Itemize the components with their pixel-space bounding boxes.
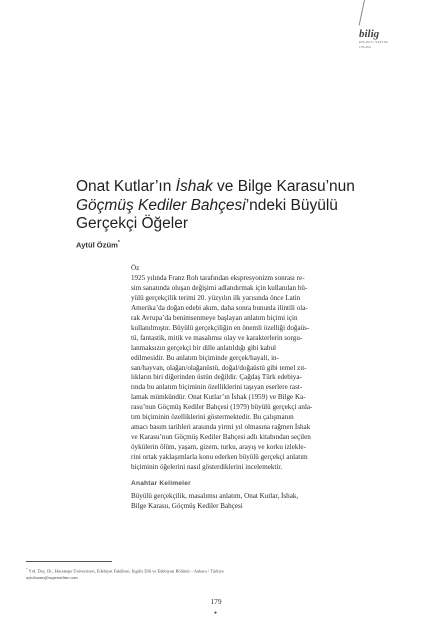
page-number: 179 [210, 597, 222, 606]
keywords-heading: Anahtar Kelimeler [131, 480, 191, 487]
footnote-divider [26, 561, 112, 562]
abstract-line: sim sanatında oluşan değişimi adlandırmak için kullanılan bü- [131, 283, 308, 292]
title-line-2: Göçmüş Kediler Bahçesi’ndeki Büyülü [76, 196, 338, 214]
journal-meta [359, 40, 419, 50]
keywords-line: Bilge Karasu, Göçmüş Kediler Bahçesi [131, 502, 243, 510]
abstract-line: öykülerin ölüm, yaşam, gizem, turku, arayış ve korku izlekle- [131, 443, 306, 452]
abstract-line: amacı basım tarihleri arasında yirmi yıl olmasına rağmen İshak [131, 423, 311, 432]
abstract-line: tında bu anlatım biçiminin özelliklerini taşıyan eserlere rast- [131, 383, 303, 392]
abstract-line: lıkların biri diğerinden üstün değildir. Çağdaş Türk edebiya- [131, 373, 302, 382]
page-dot-ornament: ● [214, 611, 218, 616]
journal-name: bilig [359, 28, 380, 40]
journal-issue: KIŞ 2013 / SAYI 64 [359, 40, 388, 44]
abstract-line: tü, fantastik, mitik ve masalımsı olay ve karakterlerin sorgu- [131, 333, 303, 342]
journal-pages: 179-204 [359, 45, 371, 49]
header-decoration-line [359, 0, 365, 26]
abstract-line: ve Karasu’nun Göçmüş Kediler Bahçesi adlı kitabından seçilen [131, 433, 311, 442]
abstract-line: kullanılmıştır. Büyülü gerçekçiliğin en önemli özelliği doğaüs- [131, 323, 310, 332]
abstract-line: rasu’nun Göçmüş Kediler Bahçesi (1979) büyülü gerçekçi anla- [131, 403, 313, 412]
abstract-line: 1925 yılında Franz Roh tarafından ekspresyonizm sonrası re- [131, 273, 305, 282]
abstract-line: tım biçiminin özelliklerini göstermektedir. Bu çalışmanın [131, 413, 294, 422]
keywords-text [131, 491, 380, 511]
abstract-line: san/hayvan, olağan/olağanüstü, doğal/doğaüstü gibi temel zıt- [131, 363, 307, 372]
abstract-line: rak Avrupa’da benimsenmeye başlayan anlatım biçimi için [131, 313, 298, 322]
abstract [131, 264, 380, 473]
author-footnote-mark: * [117, 240, 120, 246]
title-line-3: Gerçekçi Öğeler [76, 215, 188, 232]
footnote-affiliation: * Yrd. Doç. Dr., Hacettepe Üniversitesi, Edebiyat Fakültesi, İngiliz Dili ve Edebiyatı Bölümü – Ankara / Türkiye [26, 567, 224, 574]
abstract-line: Amerika’da doğan edebi akım, daha sonra bununla ilintili ola- [131, 303, 308, 312]
abstract-line: edilmesidir. Bu anlatım biçiminde gerçek/hayali, in- [131, 353, 279, 362]
author-name: Aytül Özüm* [76, 240, 120, 250]
title-line-1: Onat Kutlar’ın İshak ve Bilge Karasu’nun [76, 178, 355, 195]
abstract-heading: Öz [131, 264, 140, 272]
footnote [26, 566, 406, 581]
footnote-email: aytulozum@superonline.com [26, 575, 78, 581]
abstract-line: lamak mümkündür. Onat Kutlar’ın İshak (1959) ve Bilge Ka- [131, 393, 306, 402]
abstract-line: rini ortak yaklaşımlarla konu ederken büyülü gerçekçi anlatım [131, 453, 308, 462]
abstract-line: biçiminin öğelerini nasıl gösterdiklerini incelemektir. [131, 463, 283, 472]
abstract-line: lanmaksızın gerçekçi bir dille anlatıldığı gibi kabul [131, 343, 276, 352]
article-title [76, 178, 376, 234]
abstract-line: yülü gerçekçilik terimi 20. yüzyılın ilk yarısında önce Latin [131, 293, 301, 302]
keywords-line: Büyülü gerçekçilik, masalımsı anlatım, Onat Kutlar, İshak, [131, 492, 299, 500]
